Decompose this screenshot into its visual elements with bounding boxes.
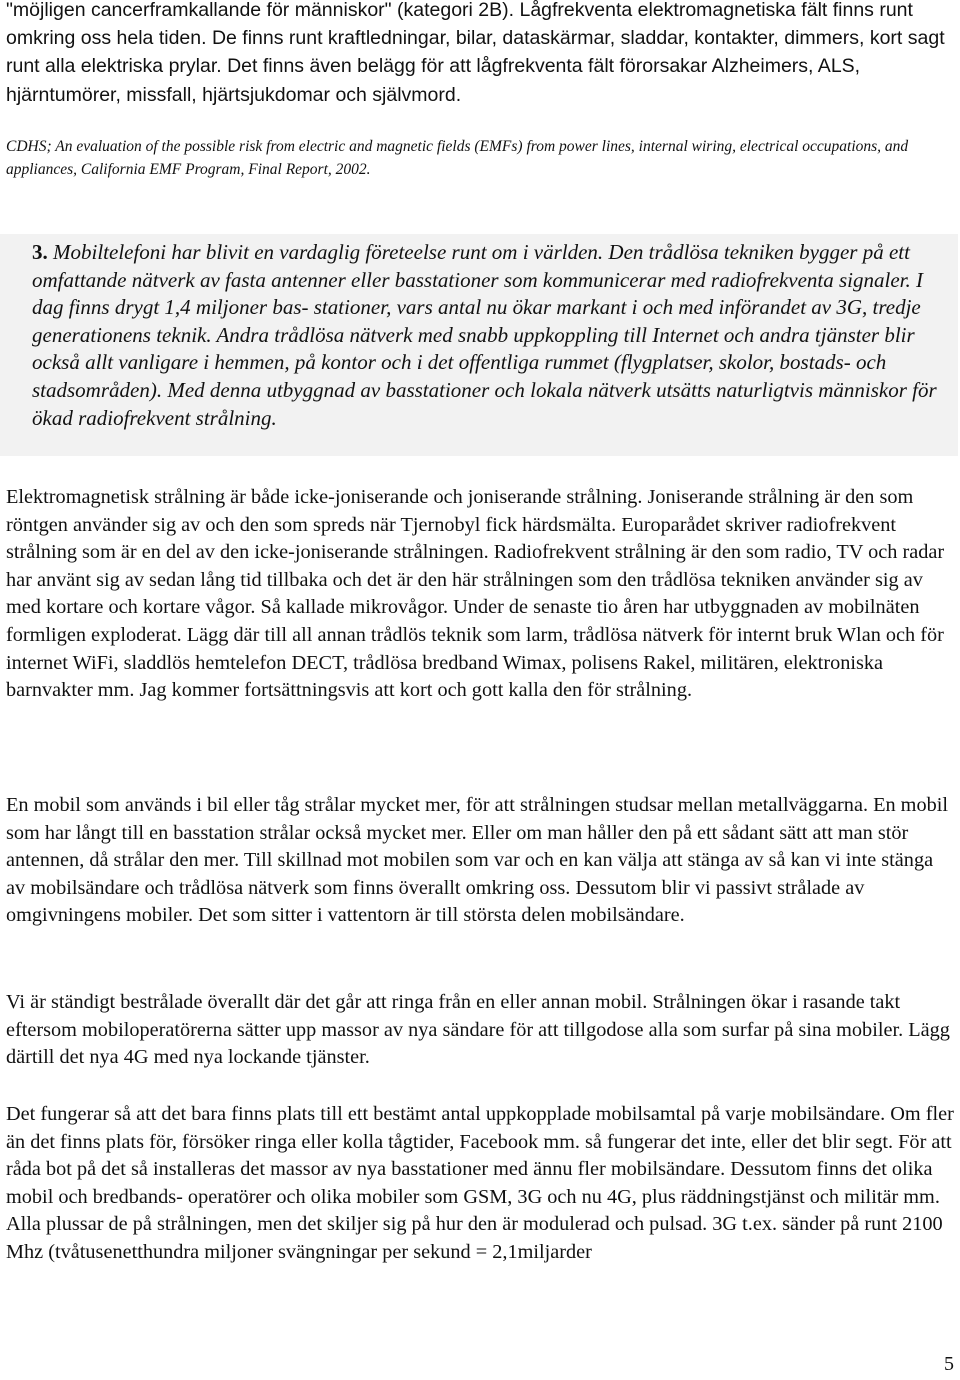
page-number: 5 bbox=[944, 1353, 954, 1375]
section-number: 3. bbox=[32, 240, 48, 264]
intro-paragraph: "möjligen cancerframkallande för människor" (kategori 2B). Lågfrekventa elektromagnetiska fält finns runt omkring oss hela tiden. De finns runt kraftledningar, bilar, dataskärmar, sladdar, kontakter, dimmers, kort sagt runt alla elektriska prylar. Det finns även belägg för att lågfrekventa fält förorsakar Alzheimers, ALS, hjärntumörer, missfall, hjärtsjukdomar och självmord. bbox=[6, 0, 945, 106]
highlighted-paragraph bbox=[32, 239, 952, 432]
body-paragraph-network-capacity: Det fungerar så att det bara finns plats till ett bestämt antal uppkopplade mobilsamtal på varje mobilsändare. Om fler än det finns plats för, försöker ringa eller kolla tågtider, Facebook mm. så fungerar det inte, eller det blir segt. För att råda bot på det så installeras det massor av nya basstationer med ännu fler mobilsändare. Dessutom finns det olika mobil och bredbands- operatörer och olika mobiler som GSM, 3G och nu 4G, plus räddningstjänst och militär mm. Alla plussar de på strålningen, men det skiljer sig på hur den är modulerad och pulsad. 3G t.ex. sänder på runt 2100 Mhz (tvåtusenetthundra miljoner svängningar per sekund = 2,1miljarder bbox=[6, 1103, 954, 1263]
body-paragraph-constant-exposure: Vi är ständigt bestrålade överallt där det går att ringa från en eller annan mobil. Strålningen ökar i rasande takt eftersom mobiloperatörerna sätter upp massor av nya sändare för att tillgodose alla som surfar på sina mobiler. Lägg därtill det nya 4G med nya lockande tjänster. bbox=[6, 991, 950, 1069]
citation-reference: CDHS; An evaluation of the possible risk from electric and magnetic fields (EMFs) from power lines, internal wiring, electrical occupations, and appliances, California EMF Program, Final Report, 2002. bbox=[6, 138, 909, 178]
highlighted-section bbox=[0, 234, 958, 456]
body-paragraph-mobile-in-car: En mobil som används i bil eller tåg strålar mycket mer, för att strålningen studsar mellan metallväggarna. En mobil som har långt till en basstation strålar också mycket mer. Eller om man håller den på ett sådant sätt att man stör antennen, då strålar den mer. Till skillnad mot mobilen som var och en kan välja att stänga av så kan vi inte stänga av mobilsändare och trådlösa nätverk som finns överallt omkring oss. Dessutom blir vi passivt strålade av omgivningens mobiler. Det som sitter i vattentorn är till största delen mobilsändare. bbox=[6, 794, 949, 927]
highlighted-text: Mobiltelefoni har blivit en vardaglig företeelse runt om i världen. Den trådlösa tekniken bygger på ett omfattande nätverk av fasta antenner eller basstationer som kommunicerar med radiofrekventa signaler. I dag finns drygt 1,4 miljoner bas- stationer, vars antal nu ökar markant i och med införandet av 3G, tredje generationens teknik. Andra trådlösa nätverk med snabb uppkoppling till Internet och andra tjänster blir också allt vanligare i hemmen, på kontor och i det offentliga rummet (flygplatser, skolor, bostads- och stadsområden). Med denna utbyggnad av basstationer och lokala nätverk utsätts naturligtvis människor för ökad radiofrekvent strålning. bbox=[32, 240, 937, 430]
body-paragraph-radiation-types: Elektromagnetisk strålning är både icke-joniserande och joniserande strålning. Joniserande strålning är den som röntgen använder sig av och den som spreds när Tjernobyl fick härdsmälta. Europarådet skriver radiofrekvent strålning som är en del av den icke-joniserande strålningen. Radiofrekvent strålning är den som radio, TV och radar har använt sig av sedan lång tid tillbaka och det är den här strålningen som den trådlösa tekniken använder sig av med kortare och kortare vågor. Så kallade mikrovågor. Under de senaste tio åren har utbyggnaden av mobilnäten formligen exploderat. Lägg där till all annan trådlös teknik som larm, trådlösa nätverk för internt bruk Wlan och för internet WiFi, sladdlös hemtelefon DECT, trådlösa bredband Wimax, polisens Rakel, militären, elektroniska barnvakter mm. Jag kommer fortsättningsvis att kort och gott kalla den för strålning. bbox=[6, 486, 945, 702]
